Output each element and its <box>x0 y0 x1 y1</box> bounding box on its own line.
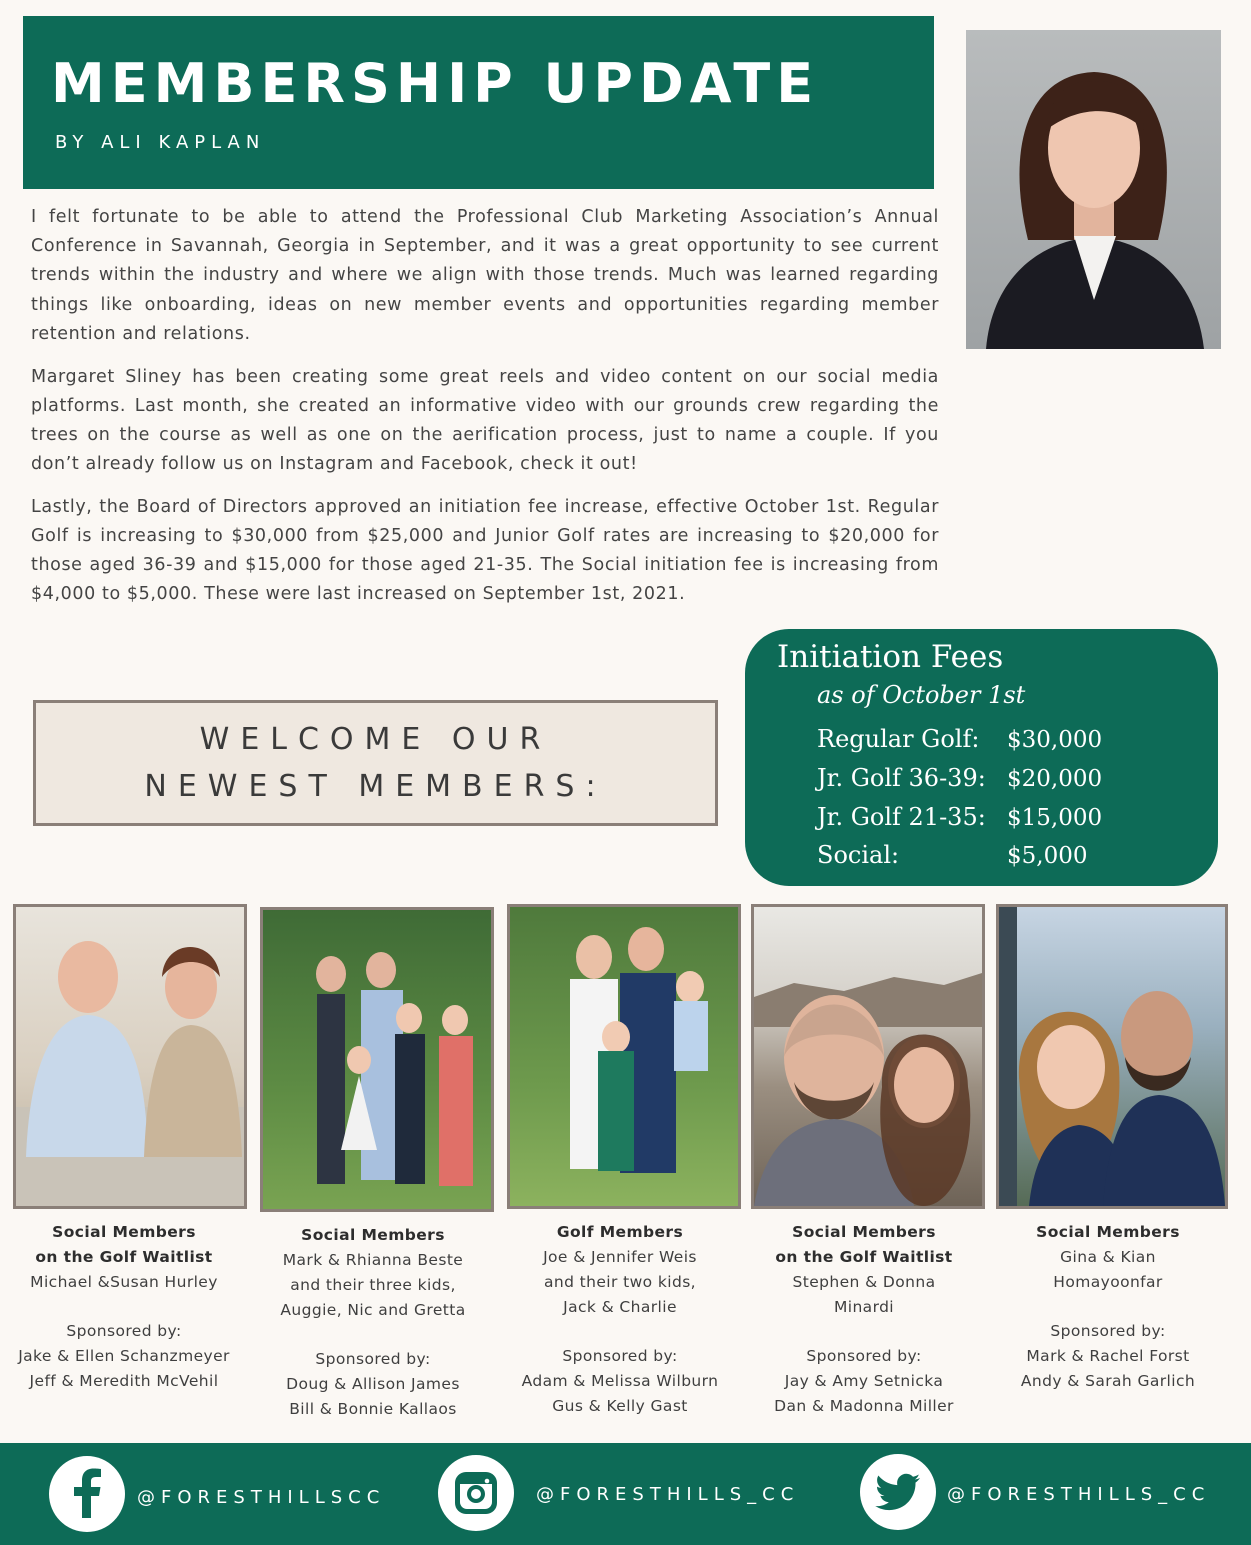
instagram-icon <box>438 1455 514 1531</box>
welcome-line-2: NEWEST MEMBERS: <box>144 769 607 804</box>
member-photo-4-illustration <box>754 907 982 1206</box>
member-photo-5-illustration <box>999 907 1225 1206</box>
member-photo-3 <box>507 904 741 1209</box>
member-caption-5 <box>996 1220 1220 1394</box>
welcome-banner <box>33 700 718 826</box>
fee-amount-social: $5,000 <box>1007 843 1088 869</box>
page-title: MEMBERSHIP UPDATE <box>51 52 820 115</box>
member-4-sponsored-label: Sponsored by: <box>806 1347 922 1365</box>
instagram-handle[interactable]: @FORESTHILLS_CC <box>536 1484 800 1505</box>
facebook-icon <box>49 1456 125 1532</box>
member-3-sponsor-1: Adam & Melissa Wilburn <box>521 1372 719 1390</box>
member-photo-4 <box>751 904 985 1209</box>
social-footer <box>0 1443 1251 1545</box>
twitter-icon <box>860 1454 936 1530</box>
member-photo-2 <box>260 907 494 1212</box>
member-4-sponsor-2: Dan & Madonna Miller <box>774 1397 954 1415</box>
member-3-sponsor-2: Gus & Kelly Gast <box>552 1397 688 1415</box>
member-caption-1 <box>13 1220 235 1394</box>
member-4-name-line-1: Stephen & Donna <box>792 1273 936 1291</box>
member-5-type: Social Members <box>1036 1223 1180 1241</box>
fee-amount-jr-36-39: $20,000 <box>1007 766 1103 792</box>
fee-label-regular: Regular Golf: <box>817 725 980 753</box>
member-3-type: Golf Members <box>556 1223 684 1241</box>
member-5-sponsor-1: Mark & Rachel Forst <box>1026 1347 1190 1365</box>
member-5-name-line-2: Homayoonfar <box>1053 1273 1163 1291</box>
facebook-link[interactable] <box>49 1456 125 1532</box>
fee-label-social: Social: <box>817 841 900 869</box>
member-5-sponsor-2: Andy & Sarah Garlich <box>1020 1372 1196 1390</box>
member-2-sponsored-label: Sponsored by: <box>315 1350 431 1368</box>
article-body <box>31 203 939 623</box>
facebook-handle[interactable]: @FORESTHILLSCC <box>137 1487 386 1508</box>
byline: BY ALI KAPLAN <box>55 132 266 153</box>
member-caption-3 <box>507 1220 733 1419</box>
twitter-link[interactable] <box>860 1454 936 1530</box>
instagram-link[interactable] <box>438 1455 514 1531</box>
member-photo-1-illustration <box>16 907 244 1206</box>
member-1-sponsor-1: Jake & Ellen Schanzmeyer <box>18 1347 230 1365</box>
member-photo-3-illustration <box>510 907 738 1206</box>
welcome-line-1: WELCOME OUR <box>199 722 552 757</box>
member-4-type-detail: on the Golf Waitlist <box>775 1248 953 1266</box>
paragraph-social-media: Margaret Sliney has been creating some great reels and video content on our social media platforms. Last month, she created an informative video with our grounds crew regarding the trees on the course as well as one on the aerification process, just to name a couple. If you don’t already follow us on Instagram and Facebook, check it out! <box>31 366 939 475</box>
member-3-name-line-1: Joe & Jennifer Weis <box>543 1248 697 1266</box>
member-3-name-line-3: Jack & Charlie <box>563 1298 677 1316</box>
member-1-type: Social Members <box>52 1223 196 1241</box>
headshot-illustration <box>966 30 1221 349</box>
member-photo-1 <box>13 904 247 1209</box>
initiation-fees-box <box>745 629 1218 886</box>
paragraph-conference: I felt fortunate to be able to attend the Professional Club Marketing Association’s Annual Conference in Savannah, Georgia in September, and it was a great opportunity to see current trends within the industry and where we align with those trends. Much was learned regarding things like onboarding, ideas on new member events and opportunities regarding member retention and relations. <box>31 207 939 344</box>
fees-subtitle: as of October 1st <box>817 681 1026 709</box>
member-4-sponsor-1: Jay & Amy Setnicka <box>784 1372 944 1390</box>
member-5-name-line-1: Gina & Kian <box>1060 1248 1156 1266</box>
member-5-sponsored-label: Sponsored by: <box>1050 1322 1166 1340</box>
member-2-type: Social Members <box>301 1226 445 1244</box>
member-1-sponsor-2: Jeff & Meredith McVehil <box>29 1372 219 1390</box>
member-2-sponsor-2: Bill & Bonnie Kallaos <box>289 1400 457 1418</box>
fees-title: Initiation Fees <box>777 639 1004 675</box>
member-photo-5 <box>996 904 1228 1209</box>
member-2-sponsor-1: Doug & Allison James <box>286 1375 460 1393</box>
member-1-sponsored-label: Sponsored by: <box>66 1322 182 1340</box>
member-caption-2 <box>260 1223 486 1422</box>
member-photo-2-illustration <box>263 910 491 1209</box>
member-2-name-line-3: Auggie, Nic and Gretta <box>280 1301 466 1319</box>
member-caption-4 <box>751 1220 977 1419</box>
fee-label-jr-21-35: Jr. Golf 21-35: <box>817 803 986 831</box>
member-2-name-line-2: and their three kids, <box>290 1276 456 1294</box>
fee-label-jr-36-39: Jr. Golf 36-39: <box>817 764 986 792</box>
member-4-type: Social Members <box>792 1223 936 1241</box>
fee-amount-regular: $30,000 <box>1007 727 1103 753</box>
member-4-name-line-2: Minardi <box>833 1298 895 1316</box>
author-headshot <box>966 30 1221 349</box>
member-1-type-detail: on the Golf Waitlist <box>35 1248 213 1266</box>
paragraph-fee-increase: Lastly, the Board of Directors approved an initiation fee increase, effective October 1st. Regular Golf is increasing to $30,000 from $25,000 and Junior Golf rates are increasing to $20,000 for those aged 36-39 and $15,000 for those aged 21-35. The Social initiation fee is increasing from $4,000 to $5,000. These were last increased on September 1st, 2021. <box>31 496 939 605</box>
header-banner <box>23 16 934 189</box>
member-3-name-line-2: and their two kids, <box>543 1273 697 1291</box>
member-3-sponsored-label: Sponsored by: <box>562 1347 678 1365</box>
member-1-names: Michael &Susan Hurley <box>30 1273 218 1291</box>
fee-amount-jr-21-35: $15,000 <box>1007 805 1103 831</box>
member-2-name-line-1: Mark & Rhianna Beste <box>282 1251 464 1269</box>
twitter-handle[interactable]: @FORESTHILLS_CC <box>947 1484 1211 1505</box>
